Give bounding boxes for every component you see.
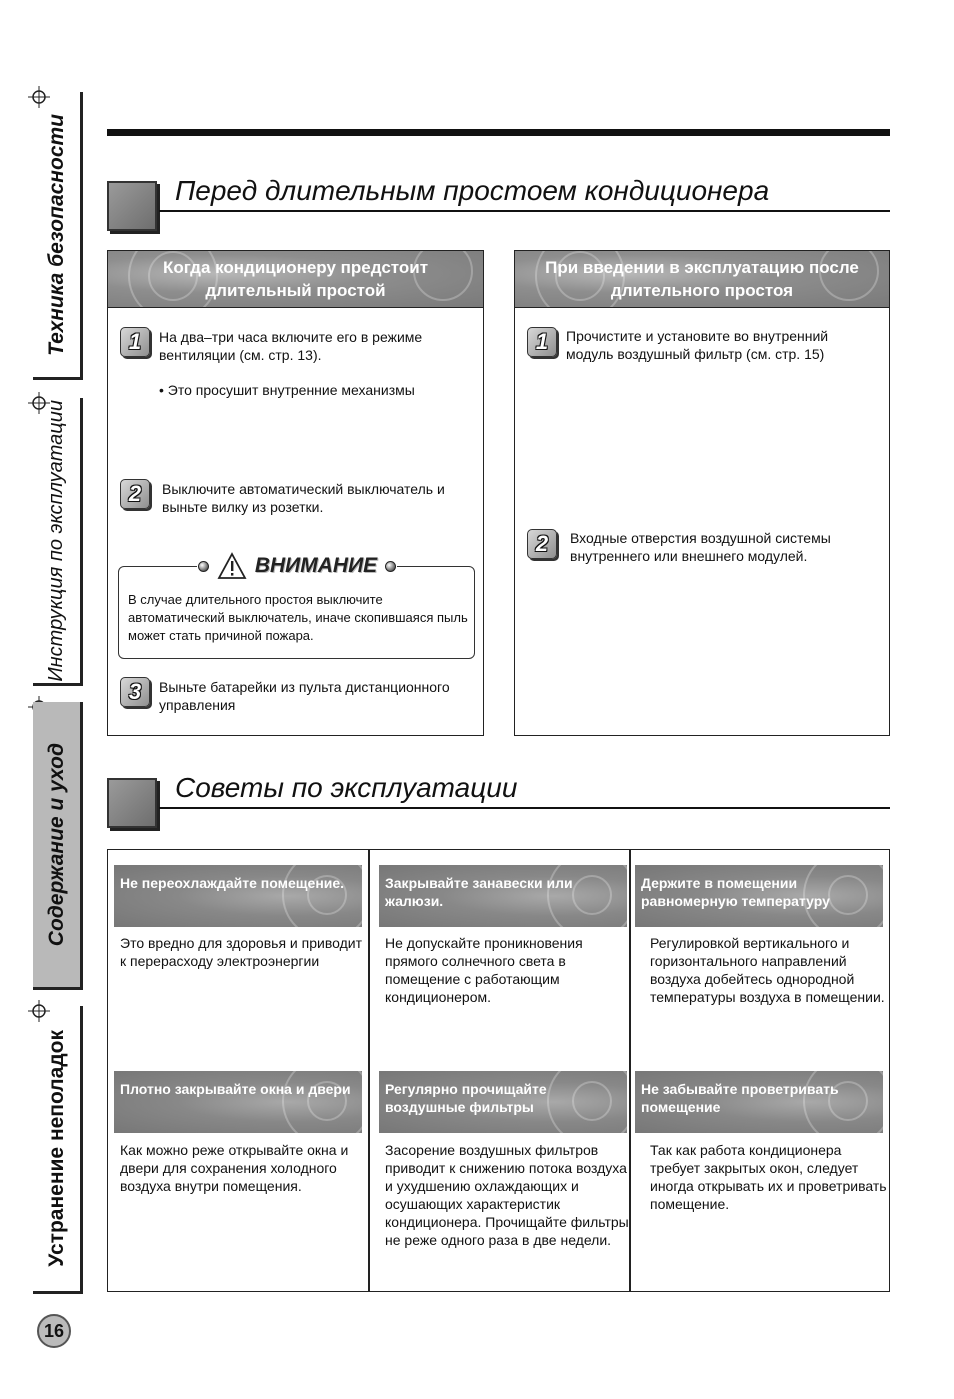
panel-header-text: Когда кондиционеру предстоит длительный простой (162, 258, 429, 300)
side-tab-operation[interactable] (33, 398, 83, 686)
section-heading (107, 772, 890, 828)
section-square-icon (107, 778, 157, 828)
tip-header (114, 865, 362, 927)
step-number-icon: 1 (120, 327, 150, 357)
bullet-dot-icon (198, 561, 209, 572)
tip-text: Как можно реже открывайте окна и двери для сохранения холодного воздуха внутри помещения. (120, 1142, 349, 1194)
tips-grid (107, 849, 890, 1292)
tip-header (114, 1071, 362, 1133)
step-text: Прочистите и установите во внутренний модуль воздушный фильтр (см. стр. 15) (566, 328, 829, 362)
page-number: 16 (37, 1314, 71, 1348)
side-tab-label: Инструкция по эксплуатации (45, 399, 67, 682)
step-note: • Это просушит внутренние механизмы (159, 382, 415, 398)
tip-header-text: Плотно закрывайте окна и двери (120, 1081, 351, 1097)
tip-header-text: Закрывайте занавески или жалюзи. (385, 875, 573, 909)
tip-header (635, 865, 883, 927)
column-divider (368, 850, 370, 1291)
tip-text: Засорение воздушных фильтров приводит к снижению потока воздуха и ухудшению охлаждающих и осушающих характеристик кондиционера. Прочищайте фильтры не реже одного раза в две недели. (385, 1142, 629, 1248)
bullet-dot-icon (385, 561, 396, 572)
section-heading (107, 175, 890, 231)
side-tab-maintenance[interactable] (33, 702, 83, 990)
step-text: На два–три часа включите его в режиме вентиляции (см. стр. 13). (159, 329, 423, 363)
tip-header-text: Не переохлаждайте помещение. (120, 875, 345, 891)
tip-text: Не допускайте проникновения прямого солнечного света в помещение с работающим кондиционером. (385, 935, 583, 1005)
step-text: Входные отверстия воздушной системы внутреннего или внешнего модулей. (570, 530, 831, 564)
tip-header (379, 1071, 627, 1133)
side-tab-safety[interactable] (33, 92, 83, 380)
tip-header (379, 865, 627, 927)
warning-triangle-icon (217, 552, 247, 580)
top-rule (107, 129, 890, 136)
section-square-icon (107, 181, 157, 231)
panel-header-text: При введении в эксплуатацию после длительного простоя (545, 258, 859, 300)
section-rule (159, 807, 890, 809)
panel-header (515, 251, 889, 308)
step-text: Выньте батарейки из пульта дистанционного управления (159, 679, 450, 713)
tip-header-text: Не забывайте проветривать помещение (641, 1081, 839, 1115)
panel-header (108, 251, 483, 308)
side-tab-label: Содержание и уход (44, 742, 68, 947)
warning-box (118, 554, 475, 659)
side-tab-troubleshooting[interactable] (33, 1006, 83, 1294)
tip-header-text: Регулярно прочищайте воздушные фильтры (385, 1081, 547, 1115)
section-rule (159, 210, 890, 212)
tip-header (635, 1071, 883, 1133)
warning-label: ВНИМАНИЕ (254, 554, 378, 577)
restart-panel (514, 250, 890, 736)
step-number-icon: 3 (120, 677, 150, 707)
side-tab-label: Устранение неполадок (44, 1030, 68, 1267)
section-title: Перед длительным простоем кондиционера (175, 175, 770, 206)
tip-text: Регулировкой вертикального и горизонтального направлений воздуха добейтесь однородной температуры воздуха в помещении. (650, 935, 885, 1005)
side-tab-label: Техника безопасности (44, 113, 68, 356)
step-number-icon: 1 (527, 327, 557, 357)
step-number-icon: 2 (527, 529, 557, 559)
tip-header-text: Держите в помещении равномерную температуру (641, 875, 830, 909)
warning-title (197, 549, 397, 583)
step-number-icon: 2 (120, 479, 150, 509)
long-idle-panel (107, 250, 484, 736)
section-title: Советы по эксплуатации (175, 772, 518, 803)
warning-text: В случае длительного простоя выключите автоматический выключатель, иначе скопившаяся пыль может стать причиной пожара. (128, 592, 468, 643)
tip-text: Так как работа кондиционера требует закрытых окон, следует иногда открывать их и проветривать помещение. (650, 1142, 887, 1212)
step-text: Выключите автоматический выключатель и выньте вилку из розетки. (162, 481, 445, 515)
tip-text: Это вредно для здоровья и приводит к перерасходу электроэнергии (120, 935, 362, 969)
